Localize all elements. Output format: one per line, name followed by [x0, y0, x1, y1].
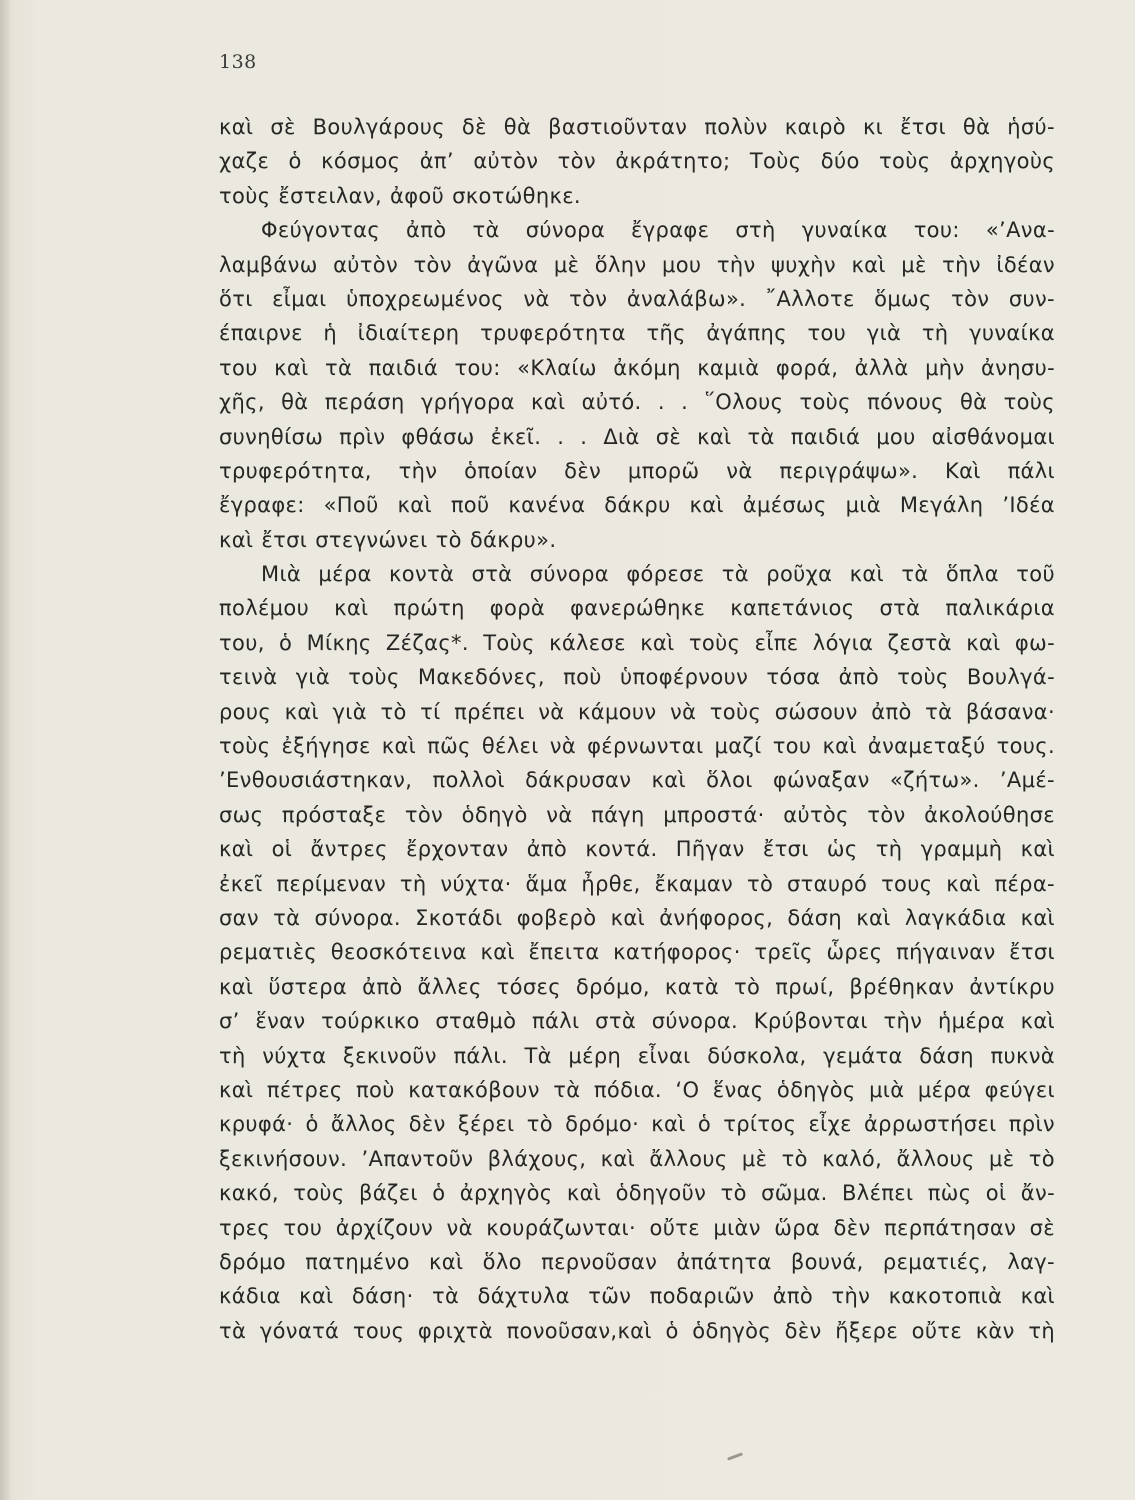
- text-line: χαζε ὁ κόσμος ἀπ’ αὐτὸν τὸν ἀκράτητο; Τοὺς δύο τοὺς ἀρχηγοὺς: [219, 149, 1055, 174]
- text-line: ξεκινήσουν. ’Απαντοῦν βλάχους, καὶ ἄλλους μὲ τὸ καλό, ἄλλους μὲ τὸ: [219, 1146, 1055, 1171]
- text-line: του καὶ τὰ παιδιά του: «Κλαίω ἀκόμη καμιὰ φορά, ἀλλὰ μὴν ἀνησυ-: [219, 355, 1055, 380]
- text-line: τοὺς ἔστειλαν, ἀφοῦ σκοτώθηκε.: [219, 183, 581, 208]
- text-line: έπαιρνε ἡ ἰδιαίτερη τρυφερότητα τῆς ἀγάπης του γιὰ τὴ γυναίκα: [219, 321, 1055, 346]
- page-binding-edge: [0, 0, 10, 1500]
- text-line: τοὺς ἐξήγησε καὶ πῶς θέλει νὰ φέρνωνται μαζί του καὶ ἀναμεταξύ τους.: [219, 734, 1055, 759]
- text-line: καὶ σὲ Βουλγάρους δὲ θὰ βαστιοῦνταν πολὺν καιρὸ κι ἔτσι θὰ ἡσύ-: [219, 115, 1055, 139]
- text-line: του, ὁ Μίκης Ζέζας*. Τοὺς κάλεσε καὶ τοὺς εἶπε λόγια ζεστὰ καὶ φω-: [219, 630, 1055, 655]
- text-line: τρες του ἀρχίζουν νὰ κουράζωνται· οὔτε μιὰν ὥρα δὲν περπάτησαν σὲ: [219, 1215, 1055, 1240]
- text-line: ρεματιὲς θεοσκότεινα καὶ ἔπειτα κατήφορος· τρεῖς ὧρες πήγαιναν ἔτσι: [219, 940, 1055, 965]
- text-line: κρυφά· ὁ ἄλλος δὲν ξέρει τὸ δρόμο· καὶ ὁ τρίτος εἶχε ἀρρωστήσει πρὶν: [219, 1112, 1055, 1137]
- text-line: τρυφερότητα, τὴν ὁποίαν δὲν μπορῶ νὰ περιγράψω». Καὶ πάλι: [219, 458, 1055, 483]
- text-line: τεινὰ γιὰ τοὺς Μακεδόνες, ποὺ ὑποφέρνουν τόσα ἀπὸ τοὺς Βουλγά-: [219, 665, 1055, 690]
- text-line: δρόμο πατημένο καὶ ὅλο περνοῦσαν ἀπάτητα βουνά, ρεματιές, λαγ-: [219, 1249, 1055, 1274]
- text-line: καὶ οἱ ἄντρες ἔρχονταν ἀπὸ κοντά. Πῆγαν ἔτσι ὡς τὴ γραμμὴ καὶ: [219, 837, 1055, 862]
- text-line: χῆς, θὰ περάση γρήγορα καὶ αὐτό. . . ῞Ολους τοὺς πόνους θὰ τοὺς: [219, 390, 1055, 415]
- text-line: καὶ πέτρες ποὺ κατακόβουν τὰ πόδια. ‘Ο ἕνας ὁδηγὸς μιὰ μέρα φεύγει: [219, 1077, 1055, 1102]
- text-line: ἐκεῖ περίμεναν τὴ νύχτα· ἅμα ἦρθε, ἔκαμαν τὸ σταυρό τους καὶ πέρα-: [219, 871, 1055, 896]
- text-line: συνηθίσω πρὶν φθάσω ἐκεῖ. . . Διὰ σὲ καὶ τὰ παιδιά μου αἰσθάνομαι: [219, 424, 1055, 449]
- page-number: 138: [219, 51, 257, 73]
- text-line: πολέμου καὶ πρώτη φορὰ φανερώθηκε καπετάνιος στὰ παλικάρια: [219, 596, 1055, 621]
- ink-smudge: [727, 1452, 743, 1460]
- text-line: καὶ ὕστερα ἀπὸ ἄλλες τόσες δρόμο, κατὰ τὸ πρωί, βρέθηκαν ἀντίκρυ: [219, 974, 1055, 999]
- text-line: λαμβάνω αὐτὸν τὸν ἀγῶνα μὲ ὅλην μου τὴν ψυχὴν καὶ μὲ τὴν ἰδέαν: [219, 252, 1055, 277]
- text-line: κακό, τοὺς βάζει ὁ ἀρχηγὸς καὶ ὁδηγοῦν τὸ σῶμα. Βλέπει πὼς οἱ ἄν-: [219, 1181, 1055, 1206]
- text-line: Φεύγοντας ἀπὸ τὰ σύνορα ἔγραφε στὴ γυναίκα του: «’Ανα-: [261, 218, 1055, 243]
- text-line: ἔγραφε: «Ποῦ καὶ ποῦ κανένα δάκρυ καὶ ἀμέσως μιὰ Μεγάλη ’Ιδέα: [219, 493, 1055, 518]
- text-line: σ’ ἕναν τούρκικο σταθμὸ πάλι στὰ σύνορα. Κρύβονται τὴν ἡμέρα καὶ: [219, 1009, 1055, 1034]
- text-line: ’Ενθουσιάστηκαν, πολλοὶ δάκρυσαν καὶ ὅλοι φώναξαν «ζήτω». ’Αμέ-: [219, 768, 1055, 793]
- text-line: ρους καὶ γιὰ τὸ τί πρέπει νὰ κάμουν νὰ τοὺς σώσουν ἀπὸ τὰ βάσανα·: [219, 699, 1055, 724]
- text-line: τὴ νύχτα ξεκινοῦν πάλι. Τὰ μέρη εἶναι δύσκολα, γεμάτα δάση πυκνὰ: [219, 1043, 1055, 1068]
- text-line: καὶ ἔτσι στεγνώνει τὸ δάκρυ».: [219, 527, 557, 552]
- text-line: Μιὰ μέρα κοντὰ στὰ σύνορα φόρεσε τὰ ροῦχα καὶ τὰ ὅπλα τοῦ: [261, 562, 1055, 587]
- text-line: σαν τὰ σύνορα. Σκοτάδι φοβερὸ καὶ ἀνήφορος, δάση καὶ λαγκάδια καὶ: [219, 905, 1055, 930]
- text-line: ὅτι εἶμαι ὑποχρεωμένος νὰ τὸν ἀναλάβω». ῎Αλλοτε ὅμως τὸν συν-: [219, 286, 1055, 311]
- text-line: κάδια καὶ δάση· τὰ δάχτυλα τῶν ποδαριῶν ἀπὸ τὴν κακοτοπιὰ καὶ: [219, 1284, 1055, 1309]
- body-text: [219, 110, 1055, 1348]
- text-line: σως πρόσταξε τὸν ὁδηγὸ νὰ πάγη μπροστά· αὐτὸς τὸν ἀκολούθησε: [219, 802, 1055, 827]
- text-line: τὰ γόνατά τους φριχτὰ πονοῦσαν,καὶ ὁ ὁδηγὸς δὲν ἤξερε οὔτε κὰν τὴ: [219, 1318, 1055, 1343]
